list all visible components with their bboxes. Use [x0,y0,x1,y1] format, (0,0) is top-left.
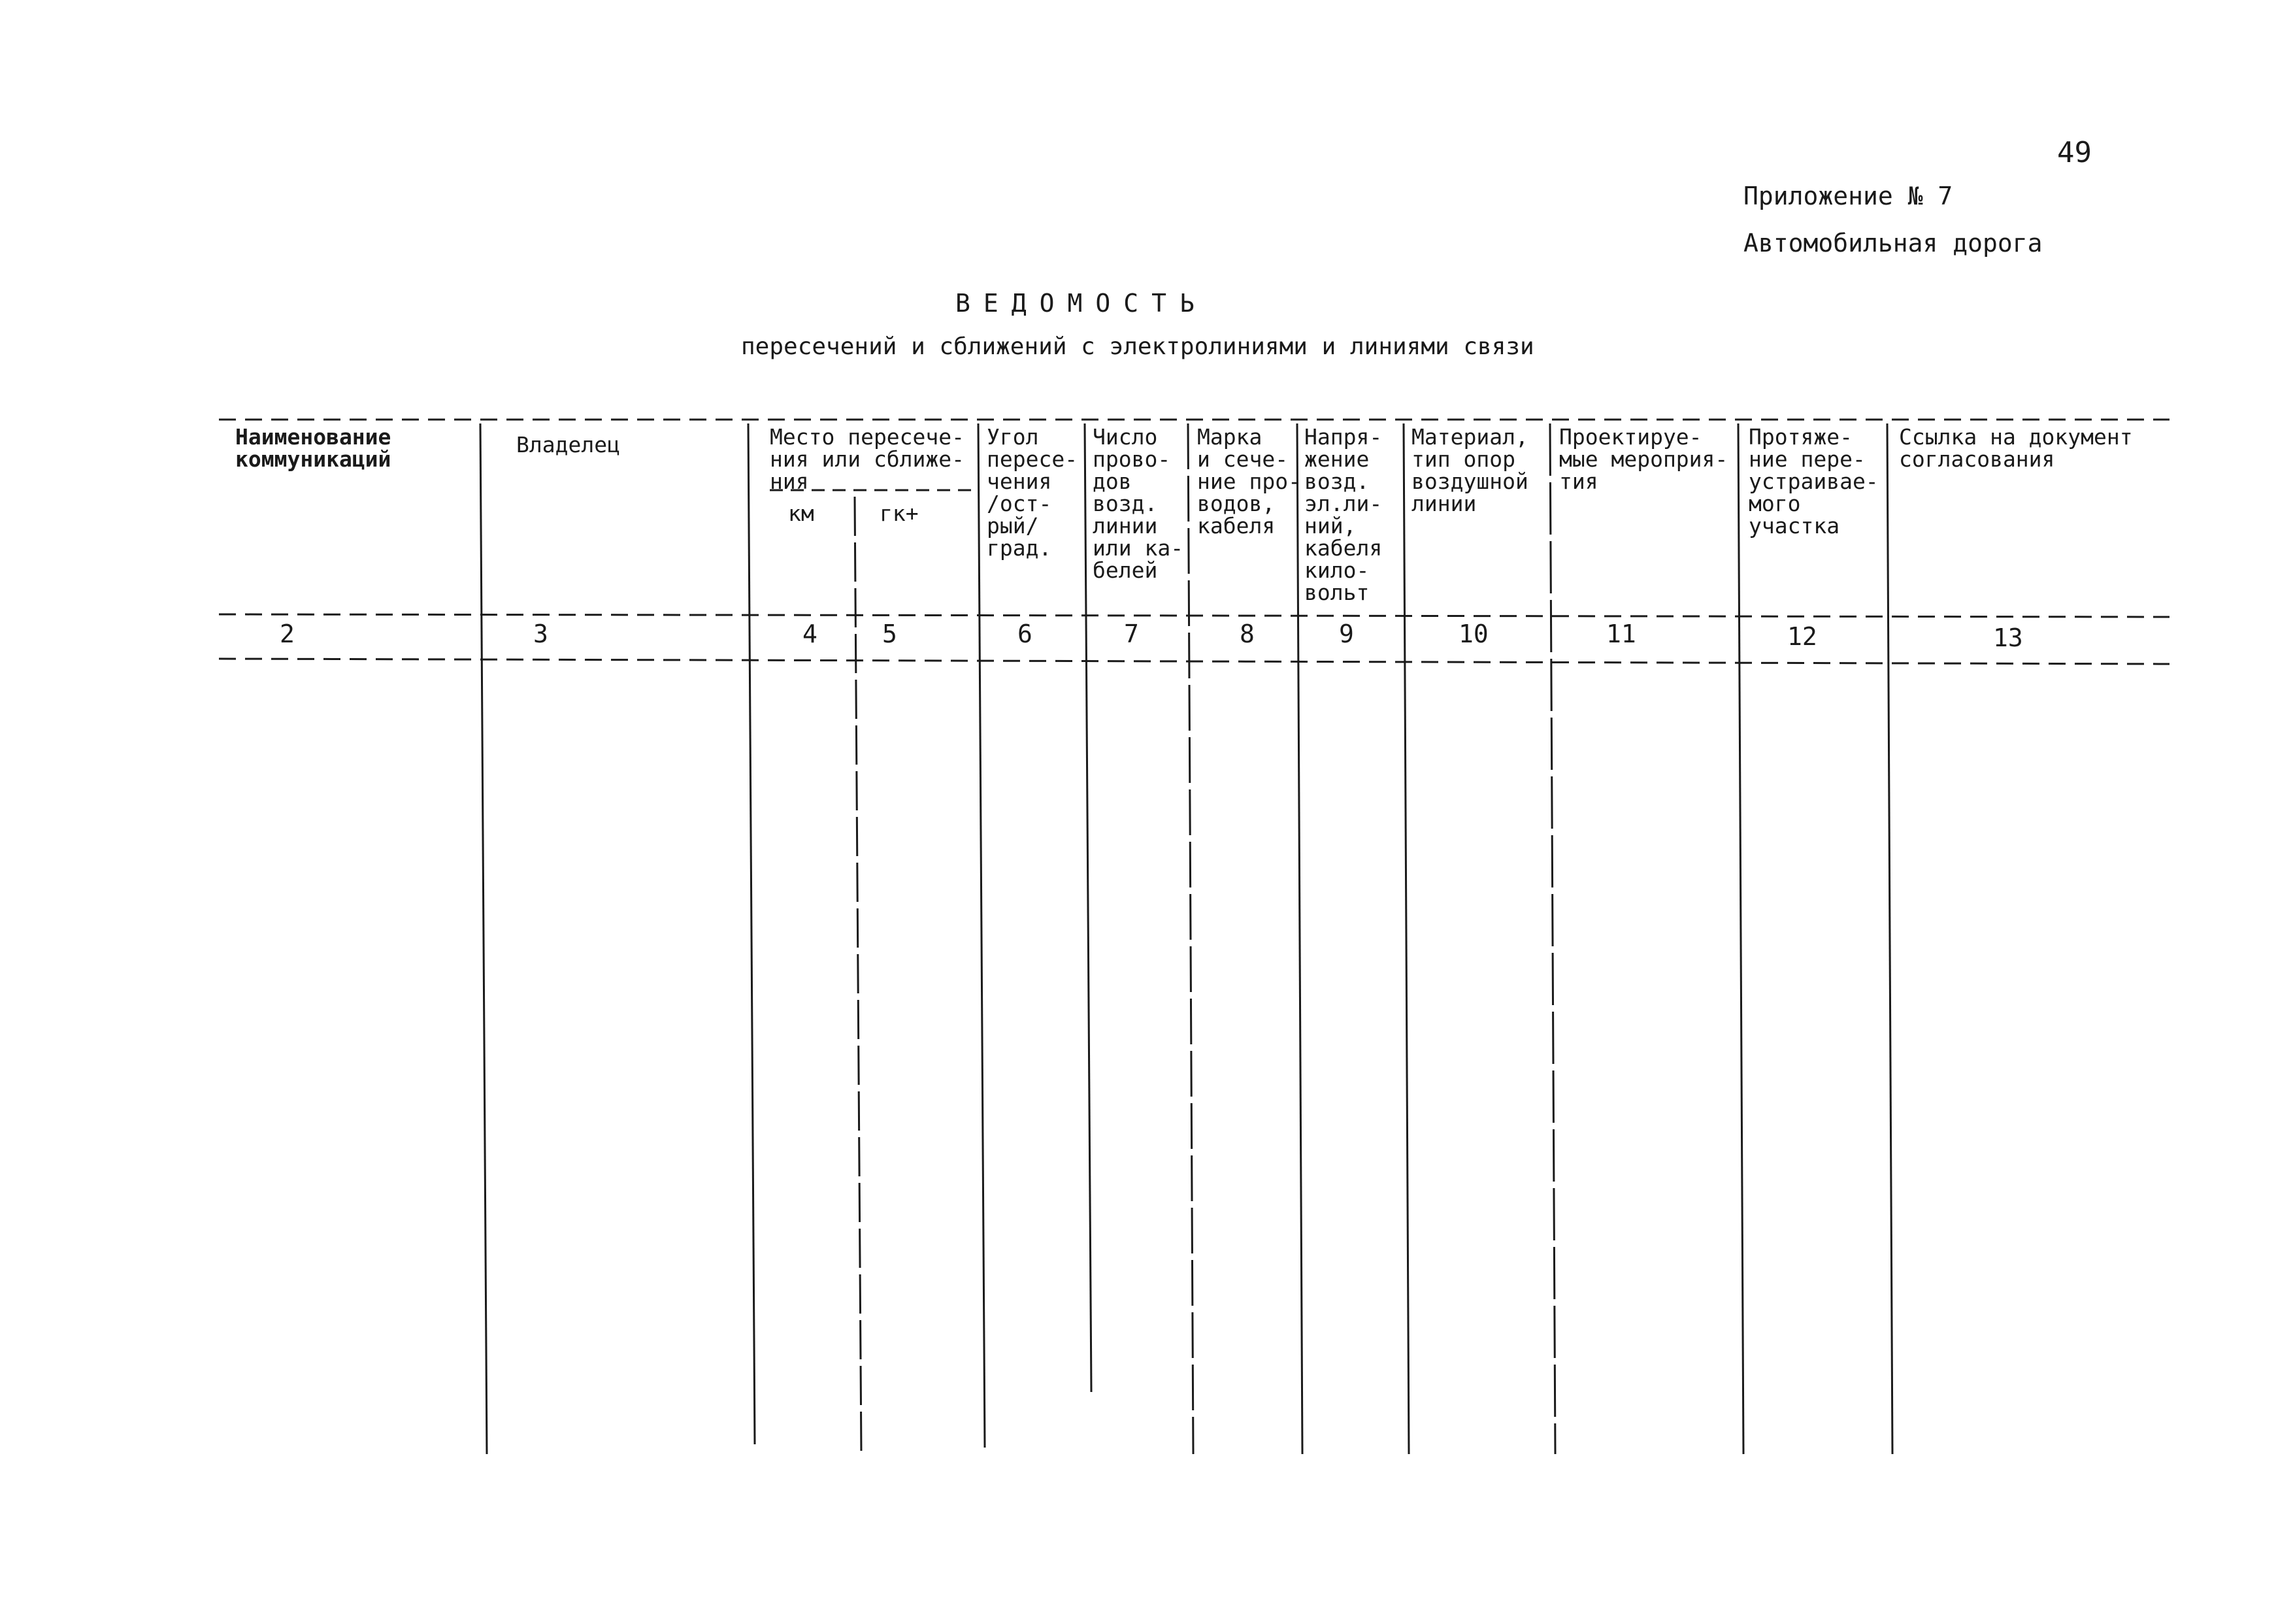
document-subtitle: пересечений и сближений с электролиниями и линиями связи [741,333,1534,360]
numbers-bottom-rule [219,659,2169,664]
header-support-material: Материал, тип опор воздушной линии [1411,424,1528,516]
column-number: 12 [1787,622,1817,651]
col-divider [480,423,487,1454]
col-divider [978,423,985,1448]
col-divider [1085,423,1091,1392]
header-crossing-location: Место пересече- ния или сближе- ния [770,424,965,494]
col-divider [1297,423,1302,1454]
header-planned-measures: Проектируе- мые мероприя- тия [1559,424,1728,494]
header-wire-grade: Марка и сече- ние про- водов, кабеля [1197,424,1301,539]
header-crossing-angle: Угол пересе- чения /ост- рый/ град. [987,424,1078,561]
page-number: 49 [2057,136,2092,169]
column-number: 8 [1240,620,1255,648]
header-sub-gk: гк+ [880,501,919,526]
col-divider [855,497,861,1454]
header-voltage: Напря- жение возд. эл.ли- ний, кабеля кило- вольт [1304,424,1383,605]
column-number: 11 [1606,620,1636,648]
header-section-length: Протяже- ние пере- устраивае- мого участка [1749,424,1879,539]
column-number: 6 [1017,620,1032,648]
col-divider [1738,423,1743,1454]
col-divider [1887,423,1892,1454]
header-wire-count: Число прово- дов возд. линии или ка- белей [1093,424,1184,583]
column-number: 4 [802,620,817,648]
column-number: 5 [882,620,897,648]
column-number: 7 [1124,620,1139,648]
col-divider [1550,423,1555,1454]
header-owner: Владелец [516,432,620,457]
column-number: 13 [1993,623,2023,652]
column-number: 2 [280,620,295,648]
col-divider [748,423,755,1444]
column-number: 3 [533,620,548,648]
header-bottom-rule [219,614,2169,617]
header-name-communications: Наименование коммуникаций [235,424,391,472]
document-title: ВЕДОМОСТЬ [955,289,1208,318]
column-number: 10 [1459,620,1489,648]
col-divider [1188,423,1193,1454]
column-number: 9 [1339,620,1354,648]
appendix-label: Приложение № 7 [1743,182,1953,210]
road-type-label: Автомобильная дорога [1743,229,2043,257]
header-sub-km: км [788,501,814,526]
col-divider [1404,423,1409,1454]
header-approval-reference: Ссылка на документ согласования [1899,424,2133,472]
